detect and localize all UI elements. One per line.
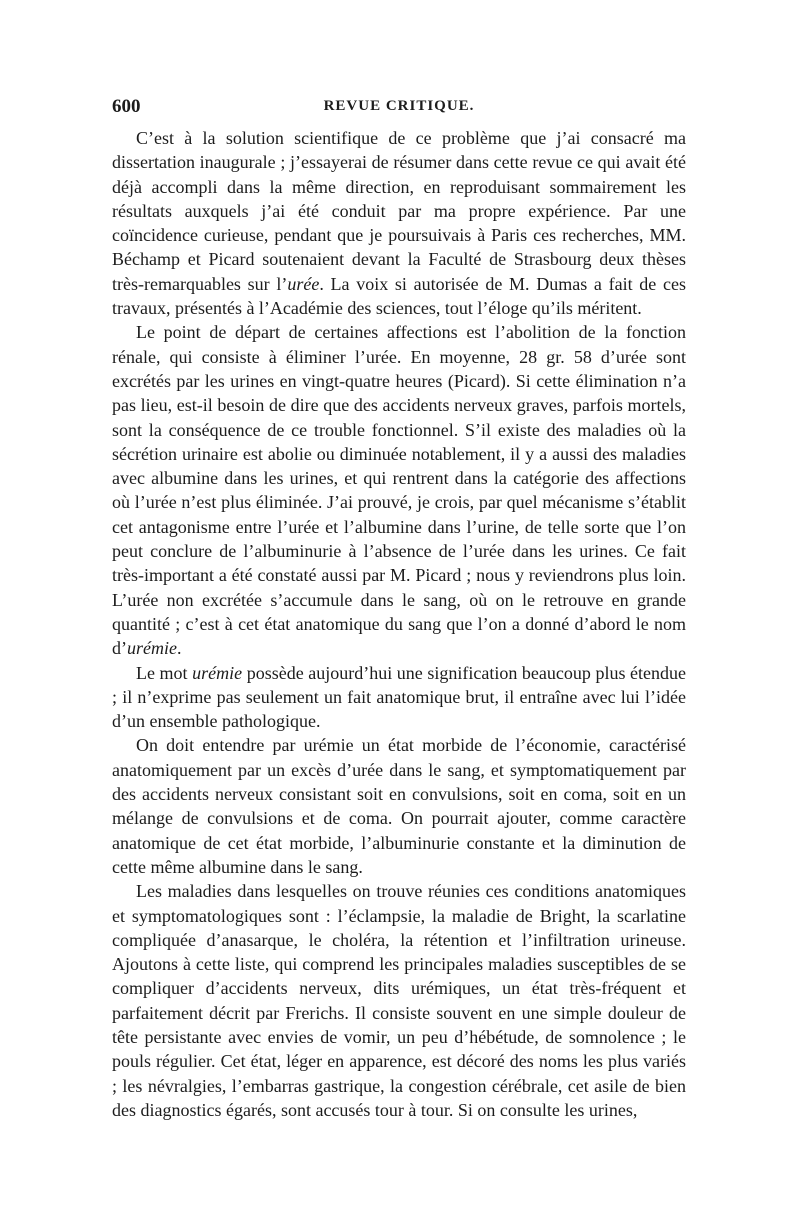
text-run: Le point de départ de certaines affections est l’abolition de la fonction rénale, qui consiste à éliminer l’urée. En moyenne, 28 gr. 58 d’urée sont excrétés par les urines en vingt-quatre heures (Picard). Si cette élimination n’a pas lieu, est-il besoin de dire que des accidents nerveux graves, parfois mortels, sont la conséquence de ce trouble fonctionnel. S’il existe des maladies où la sécrétion urinaire est abolie ou diminuée notablement, il y a aussi des maladies avec albumine dans les urines, et qui rentrent dans la catégorie des affections où l’urée n’est plus éliminée. J’ai prouvé, je crois, par quel mécanisme s’établit cet antagonisme entre l’urée et l’albumine dans l’urine, de telle sorte que l’on peut conclure de l’albuminurie à l’absence de l’urée dans les urines. Ce fait très-important a été constaté aussi par M. Picard ; nous y reviendrons plus loin. L’urée non excrétée s’accumule dans le sang, où on le retrouve en grande quantité ; c’est à cet état anatomique du sang que l’on a donné d’abord le nom d’ [112,322,686,659]
text-run: possède aujourd’hui une signification beaucoup plus étendue ; il n’exprime pas seulement un fait anatomique brut, il entraîne avec lui l’idée d’un ensemble pathologique. [112,662,686,732]
text-run: On doit entendre par urémie un état morbide de l’économie, caractérisé anatomiquement par un excès d’urée dans le sang, et symptomatiquement par des accidents nerveux consistant soit en convulsions, soit en coma, soit en un mélange de convulsions et de coma. On pourrait ajouter, comme caractère anatomique de cet état morbide, l’albuminurie constante et la diminution de cette même albumine dans le sang. [112,735,686,877]
paragraph [112,320,686,660]
body-text [112,126,686,1122]
text-run: Les maladies dans lesquelles on trouve réunies ces conditions anatomiques et symptomatologiques sont : l’éclampsie, la maladie de Bright, la scarlatine compliquée d’anasarque, le choléra, la rétention et l’infiltration urineuse. Ajoutons à cette liste, qui comprend les principales maladies susceptibles de se compliquer d’accidents nerveux, dits urémiques, un état très-fréquent et parfaitement décrit par Frerichs. Il consiste souvent en une simple douleur de tête persistante avec envies de vomir, un peu d’hébétude, de somnolence ; le pouls régulier. Cet état, léger en apparence, est décoré des noms les plus variés ; les névralgies, l’embarras gastrique, la congestion cérébrale, cet asile de bien des diagnostics égarés, sont accusés tour à tour. Si on consulte les urines, [112,881,686,1120]
text-run: Le mot [136,662,193,683]
book-page [112,96,686,1122]
text-run: . La voix si autorisée de M. Dumas a fait de ces travaux, présentés à l’Académie des sciences, tout l’éloge qu’ils méritent. [112,273,686,319]
italic-term: urémie [127,638,177,659]
paragraph [112,126,686,320]
page-header [112,96,686,126]
paragraph [112,733,686,879]
paragraph [112,879,686,1122]
paragraph [112,661,686,734]
text-run: . [176,638,182,659]
page-number: 600 [112,96,141,117]
text-run: C’est à la solution scientifique de ce problème que j’ai consacré ma dissertation inaugurale ; j’essayerai de résumer dans cette revue ce qui avait été déjà accompli dans la même direction, en reproduisant sommairement les résultats auxquels j’ai été conduit par ma propre expérience. Par une coïncidence curieuse, pendant que je poursuivais à Paris ces recherches, MM. Béchamp et Picard soutenaient devant la Faculté de Strasbourg deux thèses très-remarquables sur l’ [112,128,686,294]
italic-term: urée [287,273,320,294]
italic-term: urémie [192,662,243,683]
running-title: REVUE CRITIQUE. [323,98,475,114]
